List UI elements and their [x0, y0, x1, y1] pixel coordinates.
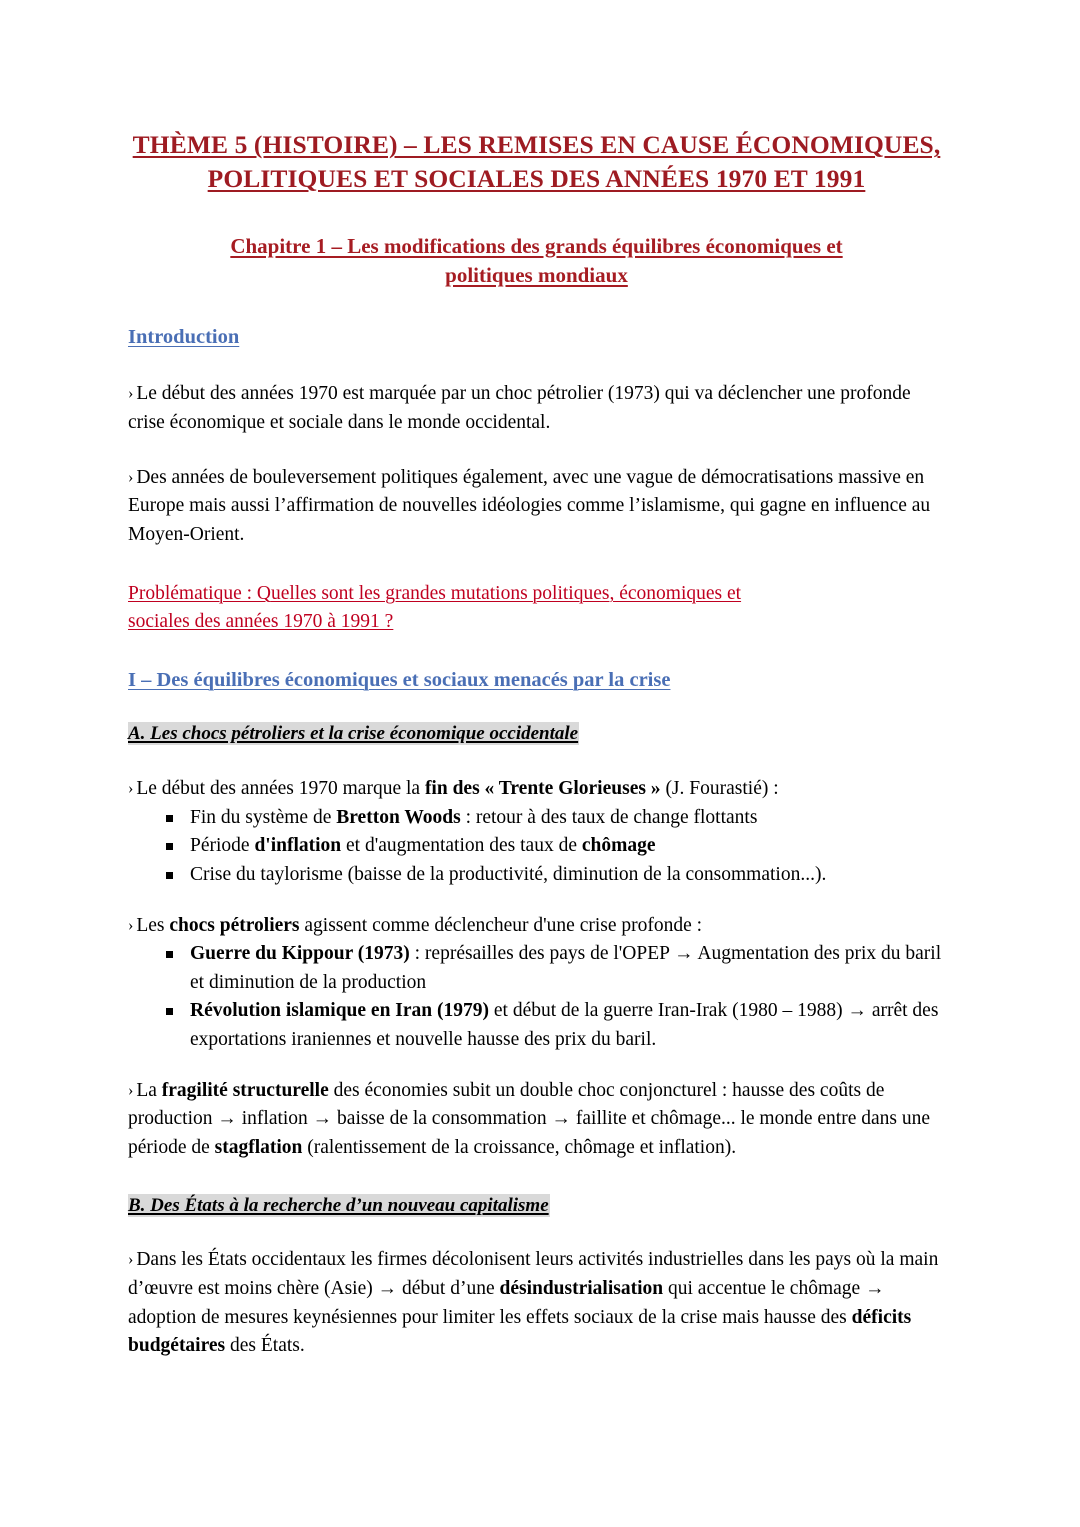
chevron-bullet-icon: ›	[128, 385, 134, 403]
list-item-rest: : représailles des pays de l'OPEP → Augmentation des prix du baril et diminution de la production	[190, 943, 942, 993]
chevron-bullet-icon: ›	[128, 1081, 134, 1099]
section-a-intro-bullet	[128, 775, 945, 804]
square-bullet-icon	[166, 872, 173, 879]
list-item-prefix: Crise du taylorisme (baisse de la productivité, diminution de la consommation...).	[190, 863, 827, 885]
section-b-part-2: qui accentue le chômage → adoption de mesures keynésiennes pour limiter les effets sociaux de la crise mais hausse des	[128, 1278, 885, 1328]
list-item-bold: Guerre du Kippour (1973)	[190, 943, 410, 965]
heading-section-a	[128, 721, 945, 747]
shocks-bold: chocs pétroliers	[169, 914, 300, 936]
intro-paragraph-1	[128, 380, 945, 437]
list-item	[166, 832, 945, 861]
chevron-bullet-icon: ›	[128, 1251, 134, 1269]
list-item-suffix: : retour à des taux de change flottants	[460, 806, 758, 828]
chevron-bullet-icon: ›	[128, 916, 134, 934]
heading-part-one	[128, 667, 945, 694]
list-item-prefix: Fin du système de	[190, 806, 337, 828]
list-item	[166, 940, 945, 997]
chevron-bullet-icon: ›	[128, 468, 134, 486]
list-item-bold: Révolution islamique en Iran (1979)	[190, 1000, 490, 1022]
heading-introduction	[128, 324, 945, 351]
chevron-bullet-icon: ›	[128, 779, 134, 797]
chapter-title-line-2: politiques mondiaux	[445, 262, 628, 287]
document-title-line-2: POLITIQUES ET SOCIALES DES ANNÉES 1970 ET 1991	[207, 163, 866, 193]
list-item	[166, 997, 945, 1054]
intro-paragraph-2	[128, 464, 945, 550]
section-a-intro-suffix: (J. Fourastié) :	[660, 777, 779, 799]
fragility-part-3: (ralentissement de la croissance, chômage et inflation).	[302, 1137, 737, 1159]
problematique	[128, 580, 945, 637]
list-item-bold: Bretton Woods	[336, 806, 461, 828]
section-a-list	[128, 804, 945, 890]
list-item-suffix: et d'augmentation des taux de	[341, 835, 582, 857]
chapter-title-line-1: Chapitre 1 – Les modifications des grands équilibres économiques et	[230, 233, 843, 258]
square-bullet-icon	[166, 815, 173, 822]
square-bullet-icon	[166, 1008, 173, 1015]
problematique-line-1: Problématique : Quelles sont les grandes mutations politiques, économiques et	[128, 582, 742, 604]
list-item	[166, 861, 945, 890]
heading-section-a-label: A. Les chocs pétroliers et la crise économique occidentale	[128, 723, 579, 745]
list-item-bold: d'inflation	[254, 835, 342, 857]
shocks-suffix: agissent comme déclencheur d'une crise profonde :	[299, 914, 703, 936]
heading-section-b	[128, 1193, 945, 1219]
fragility-part-2: des économies subit un double choc conjoncturel : hausse des coûts de production → inflation → baisse de la consommation → faillite et chômage... le monde entre dans une période de	[128, 1079, 930, 1159]
section-b-paragraph	[128, 1246, 945, 1361]
fragility-part-1: La	[136, 1079, 162, 1101]
document-title-line-1: THÈME 5 (HISTOIRE) – LES REMISES EN CAUSE ÉCONOMIQUES,	[132, 130, 941, 159]
section-a-shocks-list	[128, 940, 945, 1055]
intro-paragraph-2-text: Des années de bouleversement politiques également, avec une vague de démocratisations massive en Europe mais aussi l’affirmation de nouvelles idéologies comme l’islamisme, qui gagne en influence au Moyen-Orient.	[128, 466, 931, 546]
list-item-bold-2: chômage	[581, 835, 656, 857]
fragility-bold-1: fragilité structurelle	[161, 1079, 329, 1101]
list-item	[166, 804, 945, 833]
problematique-line-2: sociales des années 1970 à 1991 ?	[128, 611, 394, 633]
shocks-prefix: Les	[136, 914, 170, 936]
intro-paragraph-1-text: Le début des années 1970 est marquée par un choc pétrolier (1973) qui va déclencher une profonde crise économique et sociale dans le monde occidental.	[128, 383, 911, 434]
section-b-bold-2: déficits budgétaires	[128, 1306, 912, 1357]
section-a-intro-prefix: Le début des années 1970 marque la	[136, 777, 425, 799]
chapter-title	[128, 232, 945, 290]
section-b-part-1: Dans les États occidentaux les firmes décolonisent leurs activités industrielles dans les pays où la main d’œuvre est moins chère (Asie) → début d’une	[128, 1249, 939, 1300]
fragility-bold-2: stagflation	[214, 1137, 303, 1159]
section-a-intro-bold: fin des « Trente Glorieuses »	[424, 777, 661, 799]
heading-section-b-label: B. Des États à la recherche d’un nouveau capitalisme	[128, 1194, 549, 1216]
square-bullet-icon	[166, 843, 173, 850]
heading-introduction-label: Introduction	[128, 325, 240, 348]
square-bullet-icon	[166, 951, 173, 958]
section-a-shocks-bullet	[128, 912, 945, 941]
heading-part-one-label: I – Des équilibres économiques et sociaux menacés par la crise	[128, 668, 671, 691]
section-b-bold-1: désindustrialisation	[499, 1278, 664, 1300]
document-title	[128, 128, 945, 196]
list-item-rest: et début de la guerre Iran-Irak (1980 – 1988) → arrêt des exportations iraniennes et nouvelle hausse des prix du baril.	[190, 1000, 939, 1051]
section-b-part-3: des États.	[225, 1335, 305, 1357]
list-item-prefix: Période	[190, 835, 255, 857]
section-a-fragility-paragraph	[128, 1077, 945, 1163]
